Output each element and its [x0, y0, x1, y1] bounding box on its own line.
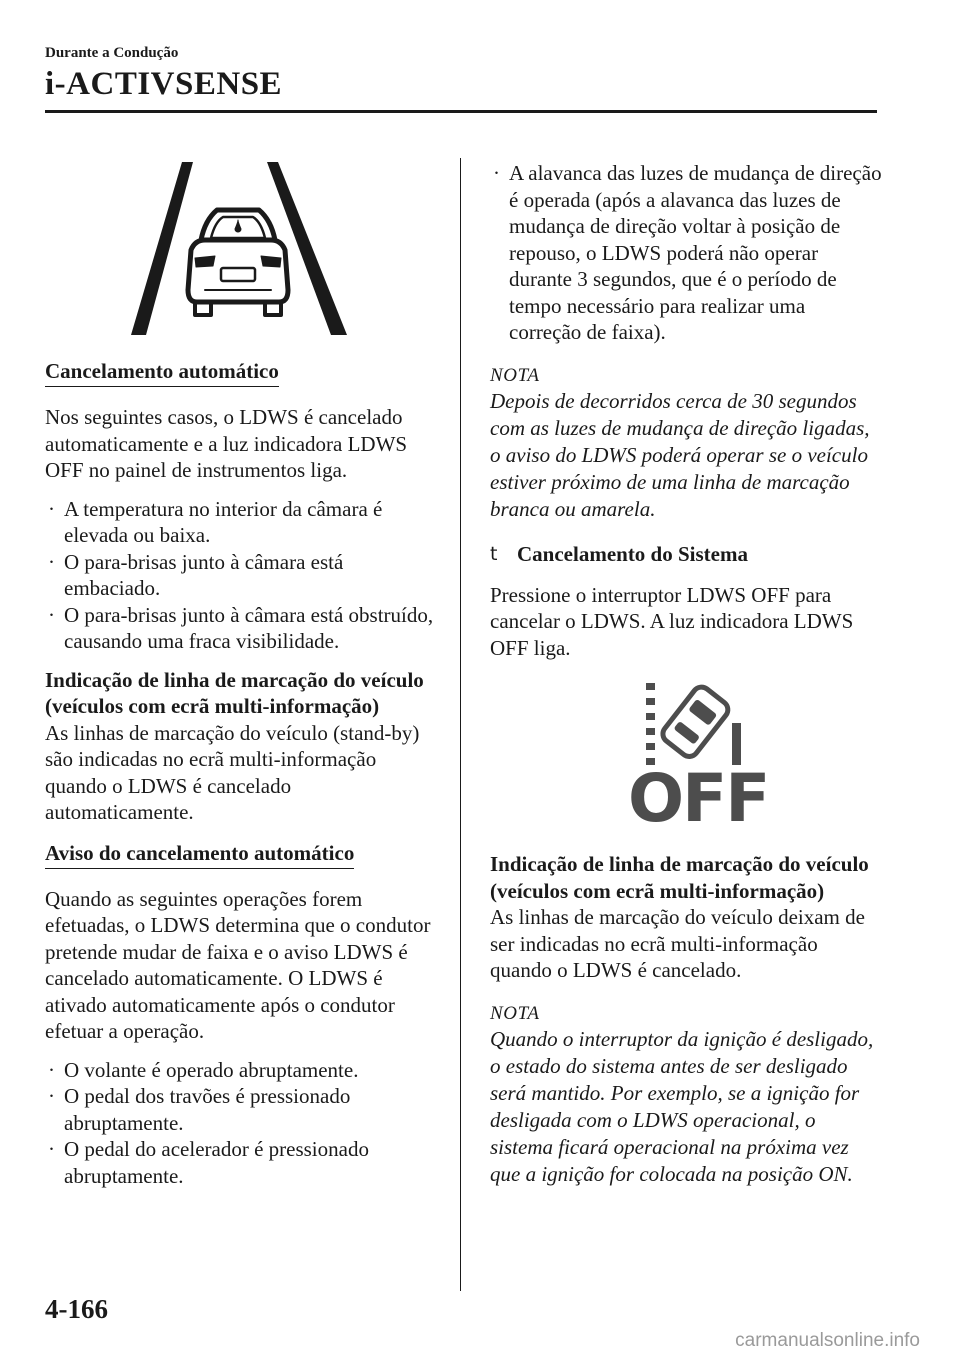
note-text-2: Quando o interruptor da ignição é desligado, o estado do sistema antes de ser desligado será mantido. Por exemplo, se a ignição for desligada com o LDWS operacional, o sistema ficará operacional na próxima vez que a ignição for colocada na posição ON.	[490, 1026, 874, 1186]
auto-cancel-heading: Cancelamento automático	[45, 358, 279, 387]
list-item: · A temperatura no interior da câmara é elevada ou baixa.	[48, 496, 383, 547]
list-item: · O volante é operado abruptamente.	[48, 1057, 359, 1082]
car-tilted-icon	[659, 683, 731, 760]
page-title: i-ACTIVSENSE	[45, 66, 283, 102]
warning-cancel-heading: Aviso do cancelamento automático	[45, 840, 354, 869]
header-rule	[45, 110, 877, 113]
system-cancel-heading: t Cancelamento do Sistema	[490, 541, 748, 566]
column-divider	[460, 158, 461, 1291]
left-column	[45, 160, 437, 1189]
warning-cancel-list	[45, 1057, 437, 1190]
auto-cancel-text: Nos seguintes casos, o LDWS é cancelado automaticamente e a luz indicadora LDWS OFF no painel de instrumentos liga.	[45, 405, 408, 482]
off-label: OFF	[628, 760, 769, 831]
page-number: 4-166	[45, 1294, 108, 1324]
car-lane-illustration	[45, 160, 437, 340]
lane-lines	[131, 162, 347, 335]
section-marker-icon: t	[490, 542, 498, 565]
indication-heading-right: Indicação de linha de marcação do veículo (veículos com ecrã multi-informação)	[490, 852, 869, 903]
section-label: Durante a Condução	[45, 45, 179, 61]
ldws-off-indicator-icon	[490, 681, 882, 831]
watermark: carmanualsonline.info	[735, 1330, 920, 1351]
indication-text-left: As linhas de marcação do veículo (stand-by) são indicadas no ecrã multi-informação quando o LDWS é cancelado automaticamente.	[45, 720, 420, 824]
note-text-1: Depois de decorridos cerca de 30 segundos com as luzes de mudança de direção ligadas, o aviso do LDWS poderá operar se o veículo estiver próximo de uma linha de marcação branca ou amarela.	[490, 388, 870, 521]
note-label-1: NOTA	[490, 364, 540, 386]
system-cancel-text: Pressione o interruptor LDWS OFF para cancelar o LDWS. A luz indicadora LDWS OFF liga.	[490, 582, 854, 660]
list-item: · O para-brisas junto à câmara está obstruído, causando uma fraca visibilidade.	[48, 602, 434, 653]
auto-cancel-list	[45, 496, 437, 655]
list-item: · O pedal do acelerador é pressionado abruptamente.	[48, 1137, 369, 1188]
right-column	[490, 160, 882, 1188]
list-item: · O pedal dos travões é pressionado abruptamente.	[48, 1084, 351, 1135]
list-item: · A alavanca das luzes de mudança de direção é operada (após a alavanca das luzes de mudança de direção voltar à posição de repouso, o LDWS poderá não operar durante 3 segundos, que é o período de tempo necessário para realizar uma correção de faixa).	[493, 161, 882, 344]
car-rear-icon	[188, 210, 288, 315]
indication-text-right: As linhas de marcação do veículo deixam de ser indicadas no ecrã multi-informação quando o LDWS é cancelado.	[490, 905, 865, 982]
indication-heading-left: Indicação de linha de marcação do veículo (veículos com ecrã multi-informação)	[45, 667, 424, 718]
turn-signal-list	[490, 160, 882, 346]
list-item: · O para-brisas junto à câmara está embaciado.	[48, 549, 344, 600]
note-label-2: NOTA	[490, 1002, 540, 1024]
warning-cancel-text: Quando as seguintes operações forem efetuadas, o LDWS determina que o condutor pretende mudar de faixa e o aviso LDWS é cancelado automaticamente. O LDWS é ativado automaticamente após o condutor efetuar a operação.	[45, 886, 431, 1043]
page-header	[45, 44, 877, 113]
